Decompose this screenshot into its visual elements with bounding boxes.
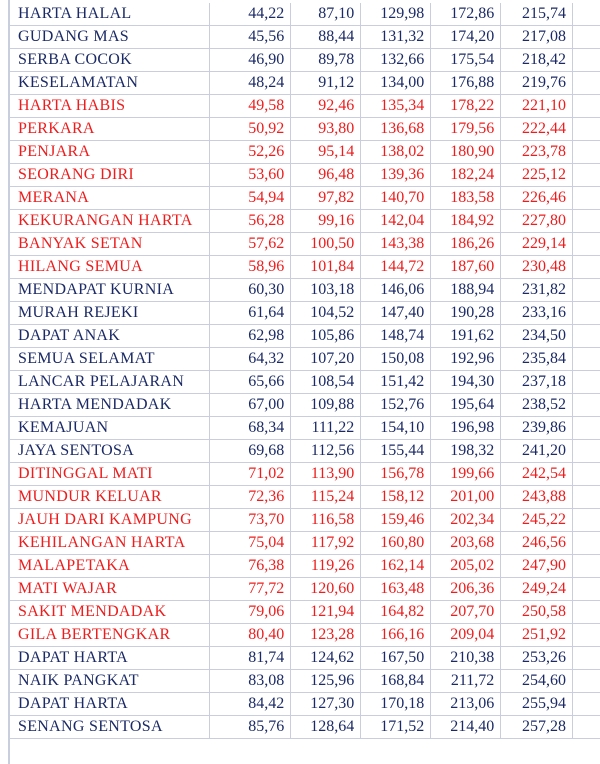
row-value-4: 203,68	[431, 532, 501, 555]
row-value-4: 209,04	[431, 624, 501, 647]
row-value-3: 152,76	[361, 394, 431, 417]
row-blank-cell	[572, 555, 600, 578]
row-label: DAPAT ANAK	[8, 325, 209, 348]
row-value-4: 199,66	[431, 463, 501, 486]
row-value-1: 57,62	[209, 233, 290, 256]
row-value-3: 134,00	[361, 72, 431, 95]
row-value-3: 142,04	[361, 210, 431, 233]
row-value-4: 183,58	[431, 187, 501, 210]
table-row	[8, 187, 600, 210]
table-row	[8, 647, 600, 670]
row-value-1: 85,76	[209, 716, 290, 739]
table-row	[8, 72, 600, 95]
row-label: GILA BERTENGKAR	[8, 624, 209, 647]
table-row	[8, 463, 600, 486]
row-value-2: 127,30	[291, 693, 361, 716]
row-value-4: 184,92	[431, 210, 501, 233]
row-value-5: 239,86	[501, 417, 573, 440]
row-blank-cell	[572, 95, 600, 118]
table-row	[8, 555, 600, 578]
table-row	[8, 233, 600, 256]
row-blank-cell	[572, 647, 600, 670]
row-label: DAPAT HARTA	[8, 647, 209, 670]
table-row	[8, 371, 600, 394]
row-blank-cell	[572, 463, 600, 486]
row-value-1: 54,94	[209, 187, 290, 210]
row-value-5: 222,44	[501, 118, 573, 141]
row-value-5: 231,82	[501, 279, 573, 302]
row-value-1: 80,40	[209, 624, 290, 647]
table-row	[8, 578, 600, 601]
row-blank-cell	[572, 118, 600, 141]
table-row	[8, 279, 600, 302]
row-value-4: 187,60	[431, 256, 501, 279]
row-value-5: 223,78	[501, 141, 573, 164]
row-label: DAPAT HARTA	[8, 693, 209, 716]
row-value-5: 249,24	[501, 578, 573, 601]
row-value-5: 242,54	[501, 463, 573, 486]
row-value-3: 163,48	[361, 578, 431, 601]
row-value-3: 135,34	[361, 95, 431, 118]
row-value-4: 191,62	[431, 325, 501, 348]
row-value-4: 195,64	[431, 394, 501, 417]
row-blank-cell	[572, 210, 600, 233]
table-row	[8, 210, 600, 233]
row-value-1: 73,70	[209, 509, 290, 532]
row-value-2: 99,16	[291, 210, 361, 233]
row-value-2: 88,44	[291, 26, 361, 49]
row-value-1: 50,92	[209, 118, 290, 141]
row-value-3: 168,84	[361, 670, 431, 693]
row-value-3: 167,50	[361, 647, 431, 670]
row-value-1: 67,00	[209, 394, 290, 417]
row-value-2: 93,80	[291, 118, 361, 141]
row-value-4: 202,34	[431, 509, 501, 532]
row-value-5: 246,56	[501, 532, 573, 555]
row-value-3: 158,12	[361, 486, 431, 509]
row-value-4: 178,22	[431, 95, 501, 118]
row-blank-cell	[572, 394, 600, 417]
row-label: MURAH REJEKI	[8, 302, 209, 325]
row-value-5: 245,22	[501, 509, 573, 532]
row-value-3: 146,06	[361, 279, 431, 302]
row-value-2: 111,22	[291, 417, 361, 440]
row-value-1: 53,60	[209, 164, 290, 187]
row-value-5: 250,58	[501, 601, 573, 624]
row-value-2: 124,62	[291, 647, 361, 670]
row-value-3: 132,66	[361, 49, 431, 72]
row-blank-cell	[572, 233, 600, 256]
row-label: GUDANG MAS	[8, 26, 209, 49]
row-blank-cell	[572, 164, 600, 187]
row-label: MALAPETAKA	[8, 555, 209, 578]
row-value-1: 65,66	[209, 371, 290, 394]
row-label: PERKARA	[8, 118, 209, 141]
row-value-4: 196,98	[431, 417, 501, 440]
row-value-2: 87,10	[291, 3, 361, 26]
table-row	[8, 348, 600, 371]
table-row	[8, 440, 600, 463]
row-value-5: 254,60	[501, 670, 573, 693]
row-label: HARTA HALAL	[8, 3, 209, 26]
row-label: SERBA COCOK	[8, 49, 209, 72]
row-value-4: 206,36	[431, 578, 501, 601]
table-row	[8, 325, 600, 348]
row-value-4: 213,06	[431, 693, 501, 716]
row-blank-cell	[572, 578, 600, 601]
row-value-2: 92,46	[291, 95, 361, 118]
row-value-1: 64,32	[209, 348, 290, 371]
row-value-5: 219,76	[501, 72, 573, 95]
row-value-1: 81,74	[209, 647, 290, 670]
row-value-3: 171,52	[361, 716, 431, 739]
row-value-4: 205,02	[431, 555, 501, 578]
row-label: MUNDUR KELUAR	[8, 486, 209, 509]
row-value-2: 125,96	[291, 670, 361, 693]
row-value-1: 71,02	[209, 463, 290, 486]
row-value-3: 140,70	[361, 187, 431, 210]
row-value-2: 95,14	[291, 141, 361, 164]
row-value-4: 188,94	[431, 279, 501, 302]
row-value-4: 192,96	[431, 348, 501, 371]
row-value-4: 210,38	[431, 647, 501, 670]
row-value-4: 175,54	[431, 49, 501, 72]
row-label: MERANA	[8, 187, 209, 210]
row-value-1: 75,04	[209, 532, 290, 555]
table-row	[8, 256, 600, 279]
row-label: BANYAK SETAN	[8, 233, 209, 256]
row-value-3: 151,42	[361, 371, 431, 394]
row-value-3: 155,44	[361, 440, 431, 463]
row-value-2: 113,90	[291, 463, 361, 486]
row-value-1: 72,36	[209, 486, 290, 509]
row-value-1: 46,90	[209, 49, 290, 72]
table-row	[8, 509, 600, 532]
row-value-4: 190,28	[431, 302, 501, 325]
row-value-5: 251,92	[501, 624, 573, 647]
row-blank-cell	[572, 532, 600, 555]
row-value-4: 180,90	[431, 141, 501, 164]
row-value-3: 147,40	[361, 302, 431, 325]
table-row	[8, 624, 600, 647]
row-value-2: 108,54	[291, 371, 361, 394]
row-value-3: 136,68	[361, 118, 431, 141]
row-value-5: 247,90	[501, 555, 573, 578]
row-blank-cell	[572, 601, 600, 624]
row-value-5: 215,74	[501, 3, 573, 26]
row-blank-cell	[572, 693, 600, 716]
row-label: MENDAPAT KURNIA	[8, 279, 209, 302]
row-value-5: 235,84	[501, 348, 573, 371]
row-value-5: 257,28	[501, 716, 573, 739]
row-blank-cell	[572, 325, 600, 348]
table-row	[8, 141, 600, 164]
row-value-1: 76,38	[209, 555, 290, 578]
table-row	[8, 3, 600, 26]
row-value-4: 176,88	[431, 72, 501, 95]
row-value-4: 172,86	[431, 3, 501, 26]
row-value-5: 230,48	[501, 256, 573, 279]
row-value-4: 211,72	[431, 670, 501, 693]
row-value-1: 62,98	[209, 325, 290, 348]
row-value-3: 143,38	[361, 233, 431, 256]
row-value-5: 226,46	[501, 187, 573, 210]
row-value-5: 238,52	[501, 394, 573, 417]
row-blank-cell	[572, 509, 600, 532]
row-value-5: 255,94	[501, 693, 573, 716]
table-row	[8, 302, 600, 325]
row-value-1: 58,96	[209, 256, 290, 279]
row-label: SEMUA SELAMAT	[8, 348, 209, 371]
row-label: LANCAR PELAJARAN	[8, 371, 209, 394]
row-value-1: 52,26	[209, 141, 290, 164]
table-row	[8, 693, 600, 716]
row-value-4: 174,20	[431, 26, 501, 49]
row-label: SENANG SENTOSA	[8, 716, 209, 739]
row-value-2: 117,92	[291, 532, 361, 555]
row-value-4: 214,40	[431, 716, 501, 739]
row-blank-cell	[572, 670, 600, 693]
row-value-1: 69,68	[209, 440, 290, 463]
row-blank-cell	[572, 256, 600, 279]
row-value-3: 144,72	[361, 256, 431, 279]
row-value-3: 159,46	[361, 509, 431, 532]
row-label: NAIK PANGKAT	[8, 670, 209, 693]
row-label: KEKURANGAN HARTA	[8, 210, 209, 233]
table-row	[8, 26, 600, 49]
row-blank-cell	[572, 486, 600, 509]
row-value-2: 123,28	[291, 624, 361, 647]
row-value-1: 77,72	[209, 578, 290, 601]
row-value-5: 234,50	[501, 325, 573, 348]
row-label: PENJARA	[8, 141, 209, 164]
row-value-4: 182,24	[431, 164, 501, 187]
row-blank-cell	[572, 440, 600, 463]
table-row	[8, 417, 600, 440]
row-value-2: 119,26	[291, 555, 361, 578]
row-value-1: 48,24	[209, 72, 290, 95]
row-value-5: 225,12	[501, 164, 573, 187]
row-value-3: 148,74	[361, 325, 431, 348]
row-value-3: 170,18	[361, 693, 431, 716]
table-row	[8, 118, 600, 141]
row-value-1: 79,06	[209, 601, 290, 624]
row-value-2: 112,56	[291, 440, 361, 463]
row-label: SAKIT MENDADAK	[8, 601, 209, 624]
row-label: JAUH DARI KAMPUNG	[8, 509, 209, 532]
row-blank-cell	[572, 624, 600, 647]
row-blank-cell	[572, 716, 600, 739]
row-value-5: 241,20	[501, 440, 573, 463]
row-value-5: 227,80	[501, 210, 573, 233]
row-label: HILANG SEMUA	[8, 256, 209, 279]
table-row	[8, 532, 600, 555]
row-value-1: 84,42	[209, 693, 290, 716]
row-value-2: 101,84	[291, 256, 361, 279]
row-blank-cell	[572, 348, 600, 371]
row-value-3: 139,36	[361, 164, 431, 187]
row-blank-cell	[572, 371, 600, 394]
row-value-3: 162,14	[361, 555, 431, 578]
row-value-5: 221,10	[501, 95, 573, 118]
row-value-4: 198,32	[431, 440, 501, 463]
row-value-1: 83,08	[209, 670, 290, 693]
row-value-2: 120,60	[291, 578, 361, 601]
row-blank-cell	[572, 302, 600, 325]
row-blank-cell	[572, 279, 600, 302]
row-value-1: 61,64	[209, 302, 290, 325]
row-label: HARTA HABIS	[8, 95, 209, 118]
row-value-5: 237,18	[501, 371, 573, 394]
data-table	[8, 3, 600, 739]
row-value-2: 115,24	[291, 486, 361, 509]
table-row	[8, 95, 600, 118]
row-label: SEORANG DIRI	[8, 164, 209, 187]
row-value-1: 45,56	[209, 26, 290, 49]
table-row	[8, 49, 600, 72]
table-body	[8, 3, 600, 739]
row-value-3: 160,80	[361, 532, 431, 555]
row-value-1: 56,28	[209, 210, 290, 233]
row-label: HARTA MENDADAK	[8, 394, 209, 417]
row-value-4: 179,56	[431, 118, 501, 141]
row-value-4: 194,30	[431, 371, 501, 394]
row-label: DITINGGAL MATI	[8, 463, 209, 486]
row-label: MATI WAJAR	[8, 578, 209, 601]
row-value-1: 49,58	[209, 95, 290, 118]
row-value-2: 128,64	[291, 716, 361, 739]
row-value-2: 105,86	[291, 325, 361, 348]
table-row	[8, 486, 600, 509]
row-blank-cell	[572, 417, 600, 440]
row-value-2: 104,52	[291, 302, 361, 325]
row-value-3: 164,82	[361, 601, 431, 624]
row-value-2: 107,20	[291, 348, 361, 371]
row-value-3: 150,08	[361, 348, 431, 371]
row-value-2: 97,82	[291, 187, 361, 210]
row-value-4: 207,70	[431, 601, 501, 624]
row-value-5: 243,88	[501, 486, 573, 509]
row-value-1: 44,22	[209, 3, 290, 26]
row-blank-cell	[572, 187, 600, 210]
row-blank-cell	[572, 141, 600, 164]
row-label: JAYA SENTOSA	[8, 440, 209, 463]
row-value-3: 156,78	[361, 463, 431, 486]
table-row	[8, 164, 600, 187]
row-value-5: 233,16	[501, 302, 573, 325]
row-value-3: 166,16	[361, 624, 431, 647]
table-row	[8, 716, 600, 739]
table-row	[8, 601, 600, 624]
row-value-5: 217,08	[501, 26, 573, 49]
table-row	[8, 670, 600, 693]
row-blank-cell	[572, 26, 600, 49]
row-value-2: 116,58	[291, 509, 361, 532]
table-row	[8, 394, 600, 417]
row-value-3: 138,02	[361, 141, 431, 164]
row-value-1: 60,30	[209, 279, 290, 302]
row-value-3: 131,32	[361, 26, 431, 49]
row-blank-cell	[572, 3, 600, 26]
row-value-3: 154,10	[361, 417, 431, 440]
row-blank-cell	[572, 49, 600, 72]
row-value-2: 91,12	[291, 72, 361, 95]
row-value-2: 100,50	[291, 233, 361, 256]
row-value-5: 218,42	[501, 49, 573, 72]
row-value-4: 186,26	[431, 233, 501, 256]
row-label: KESELAMATAN	[8, 72, 209, 95]
row-value-2: 89,78	[291, 49, 361, 72]
row-value-3: 129,98	[361, 3, 431, 26]
row-label: KEMAJUAN	[8, 417, 209, 440]
row-value-1: 68,34	[209, 417, 290, 440]
row-blank-cell	[572, 72, 600, 95]
row-value-5: 253,26	[501, 647, 573, 670]
row-value-5: 229,14	[501, 233, 573, 256]
row-value-2: 96,48	[291, 164, 361, 187]
row-value-2: 109,88	[291, 394, 361, 417]
row-value-4: 201,00	[431, 486, 501, 509]
row-value-2: 103,18	[291, 279, 361, 302]
row-value-2: 121,94	[291, 601, 361, 624]
row-label: KEHILANGAN HARTA	[8, 532, 209, 555]
